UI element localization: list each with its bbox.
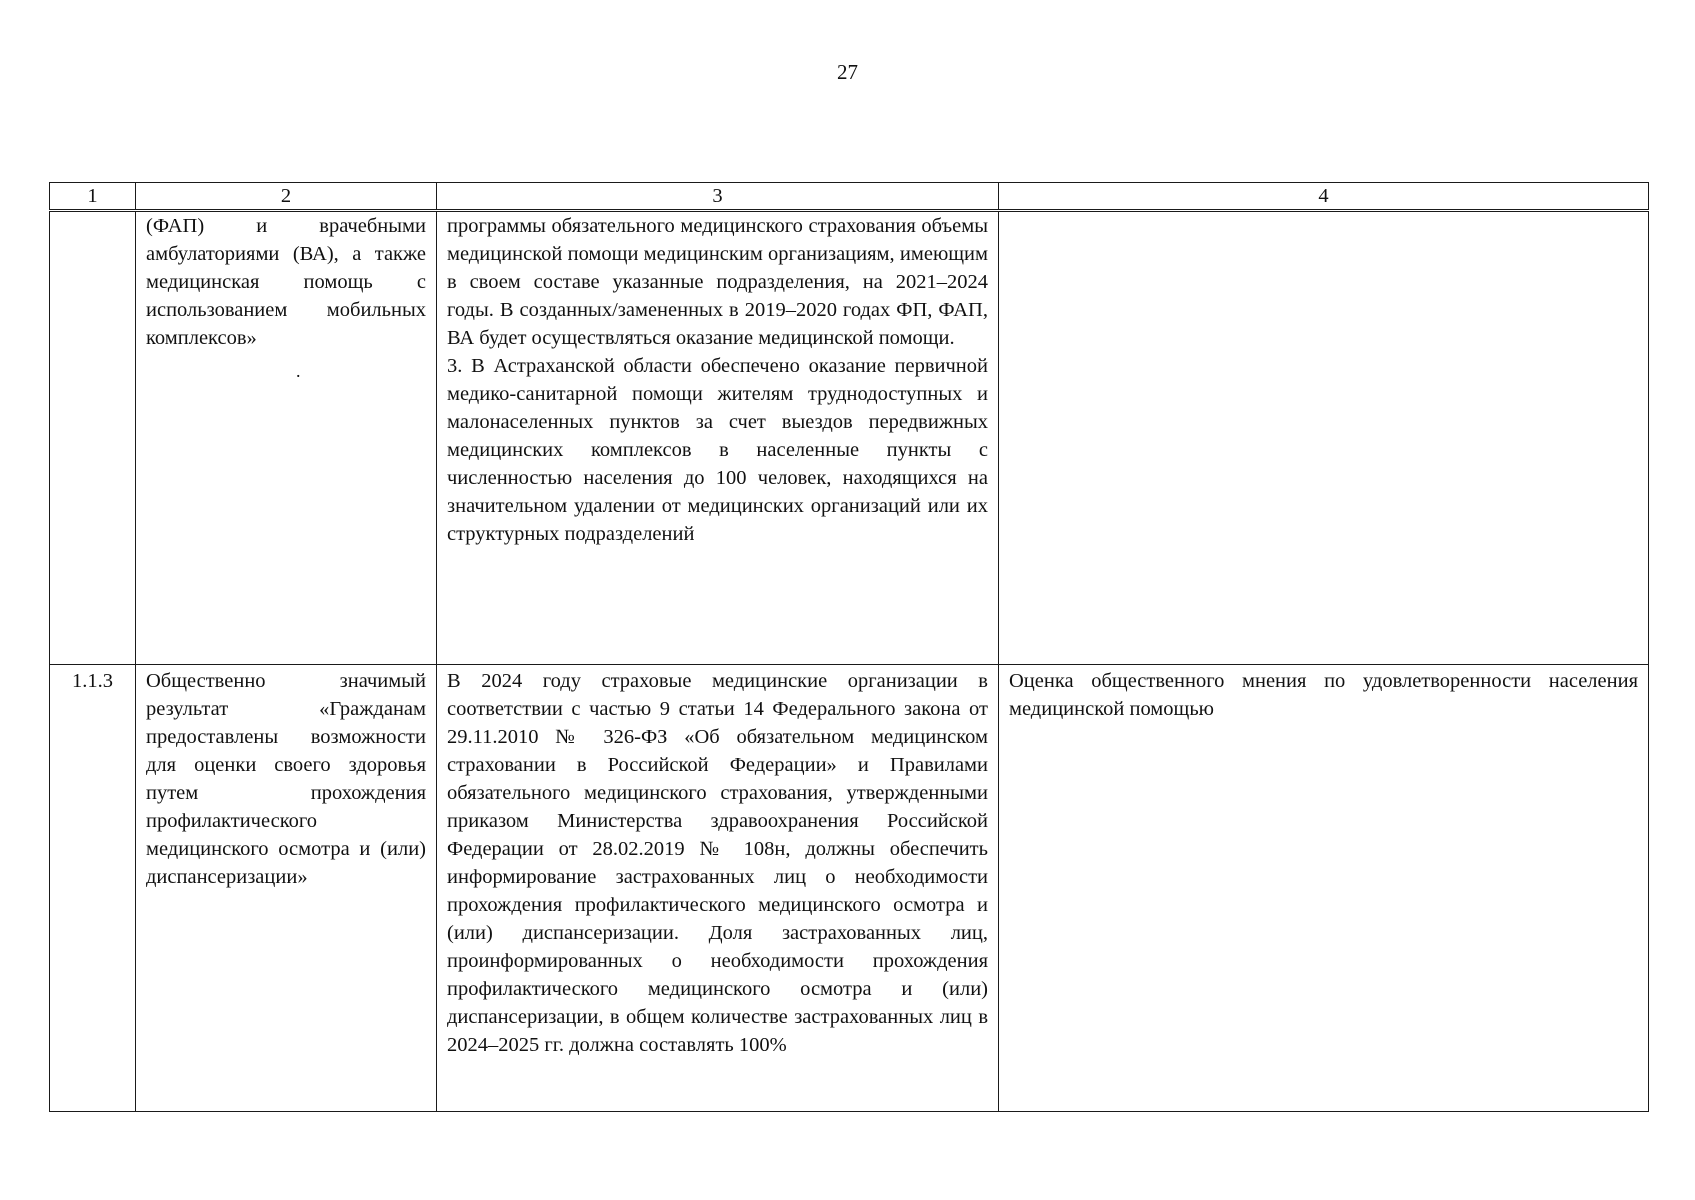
page-number: 27 [837,60,858,84]
description-paragraph: программы обязательного медицинского страхования объемы медицинской помощи медицинским организациям, имеющим в своем составе указанные подразделения, на 2021–2024 годы. В созданных/замененных в 2019–2020 годах ФП, ФАП, ВА будет осуществляться оказание медицинской помощи. [447,215,988,349]
evaluation-cell [999,665,1649,1112]
description-cell [437,665,999,1112]
description-cell [437,211,999,665]
header-cell-3: 3 [437,183,999,211]
table-row [50,211,1649,665]
evaluation-cell [999,211,1649,665]
header-cell-4: 4 [999,183,1649,211]
header-cell-2: 2 [136,183,437,211]
table-header-row [50,183,1649,211]
table-row [50,665,1649,1112]
document-table [49,182,1649,1112]
header-cell-1: 1 [50,183,136,211]
description-paragraph: В 2024 году страховые медицинские организации в соответствии с частью 9 статьи 14 Федерального закона от 29.11.2010 № 326-ФЗ «Об обязательном медицинском страховании в Российской Федерации» и Правилами обязательного медицинского страхования, утвержденными приказом Министерства здравоохранения Российской Федерации от 28.02.2019 № 108н, должны обеспечить информирование застрахованных лиц о необходимости прохождения профилактического медицинского осмотра и (или) диспансеризации. Доля застрахованных лиц, проинформированных о необходимости прохождения профилактического медицинского осмотра и (или) диспансеризации, в общем количестве застрахованных лиц в 2024–2025 гг. должна составлять 100% [447,670,988,1056]
stray-mark: . [296,361,301,381]
evaluation-text: Оценка общественного мнения по удовлетворенности населения медицинской помощью [1009,670,1638,720]
result-name-text: Общественно значимый результат «Гражданам предоставлены возможности для оценки своего здоровья путем прохождения профилактического медицинского осмотра и (или) диспансеризации» [146,670,426,888]
description-paragraph: 3. В Астраханской области обеспечено оказание первичной медико-санитарной помощи жителям труднодоступных и малонаселенных пунктов за счет выездов передвижных медицинских комплексов в населенные пункты с численностью населения до 100 человек, находящихся на значительном удалении от медицинских организаций или их структурных подразделений [447,355,988,545]
result-name-cell [136,665,437,1112]
result-name-cell [136,211,437,665]
row-number-cell [50,211,136,665]
row-number-cell: 1.1.3 [50,665,136,1112]
result-name-text: (ФАП) и врачебными амбулаториями (ВА), а также медицинская помощь с использованием мобильных комплексов» [146,215,426,349]
